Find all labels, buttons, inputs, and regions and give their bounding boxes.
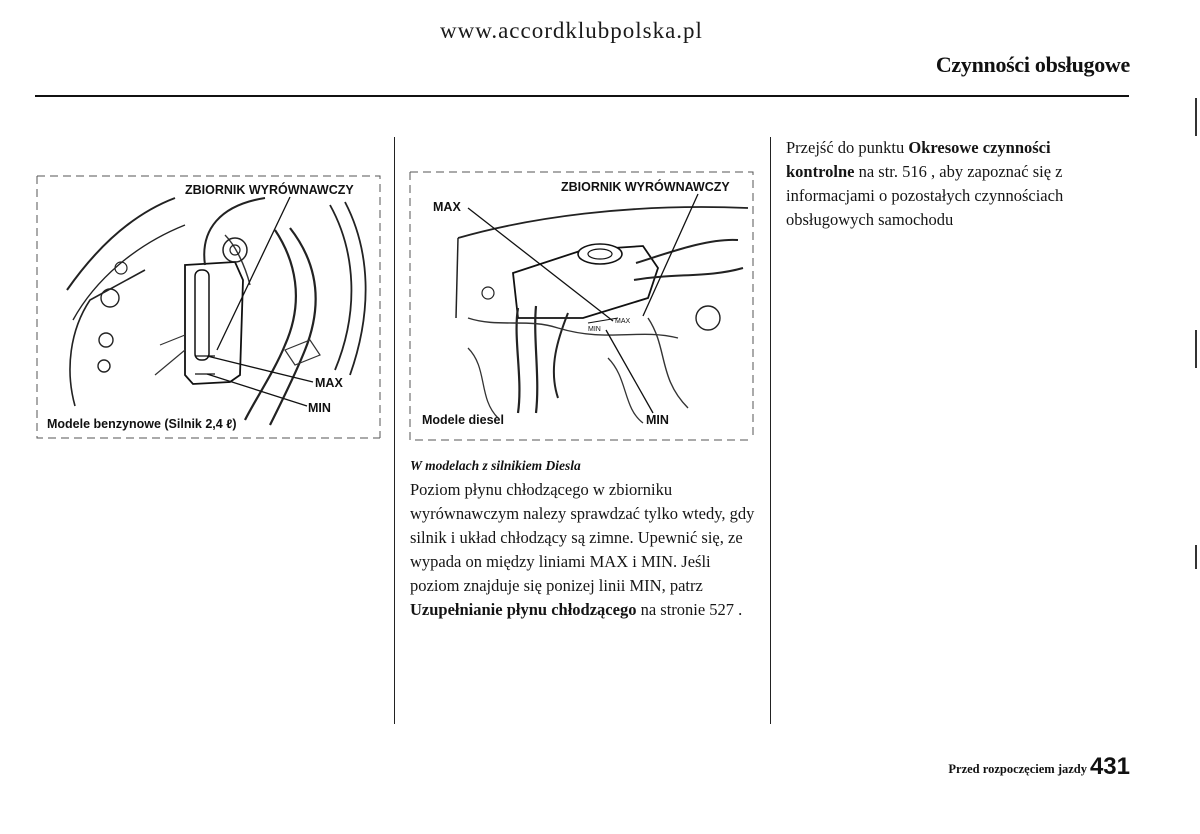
edge-mark-middle — [1195, 330, 1197, 368]
diesel-section-paragraph — [410, 478, 755, 622]
footer-section-name: Przed rozpoczęciem jazdy — [948, 762, 1087, 776]
site-url: www.accordklubpolska.pl — [440, 18, 703, 43]
tank-label: ZBIORNIK WYRÓWNAWCZY — [185, 183, 354, 197]
page-number: 431 — [1089, 753, 1130, 780]
min-label: MIN — [308, 401, 331, 415]
diesel-paragraph-text: Poziom płynu chłodzącego w zbiorniku wyrównawczym nalezy sprawdzać tylko wtedy, gdy silnik i układ chłodzący są zimne. Upewnić się, ze wypada on między liniami MAX i MIN. Jeśli poziom znajduje się ponizej linii MIN, patrz — [410, 480, 755, 595]
column-divider-left — [394, 137, 395, 724]
figure-petrol-engine — [35, 170, 385, 450]
figure-diesel-engine — [408, 168, 758, 446]
right-paragraph-end: na str. 516 , aby zapoznać się z informacjami o pozostałych czynnościach obsługowych samochodu — [786, 162, 1064, 229]
right-paragraph-start: Przejść do punktu — [786, 138, 909, 157]
header-rule — [35, 95, 1129, 97]
coolant-refill-reference: Uzupełnianie płynu chłodzącego — [410, 600, 637, 619]
min-label: MIN — [646, 413, 669, 427]
max-label: MAX — [433, 200, 461, 214]
edge-mark-top — [1195, 98, 1197, 136]
figure-caption: Modele benzynowe (Silnik 2,4 ℓ) — [47, 417, 237, 431]
right-column-paragraph — [786, 136, 1106, 232]
edge-mark-bottom — [1195, 545, 1197, 569]
figure-caption: Modele diesel — [422, 413, 504, 427]
petrol-engine-illustration — [35, 170, 385, 450]
column-divider-right — [770, 137, 771, 724]
tank-min-stamp: MIN — [588, 326, 601, 333]
diesel-section-heading: W modelach z silnikiem Diesla — [410, 458, 581, 473]
tank-label: ZBIORNIK WYRÓWNAWCZY — [561, 180, 730, 194]
diesel-paragraph-end: na stronie 527 . — [636, 600, 743, 619]
max-label: MAX — [315, 376, 343, 390]
section-title: Czynności obsługowe — [935, 52, 1130, 77]
periodic-checks-reference: Okresowe czynności kontrolne — [786, 138, 1051, 181]
tank-max-stamp: MAX — [615, 318, 631, 325]
